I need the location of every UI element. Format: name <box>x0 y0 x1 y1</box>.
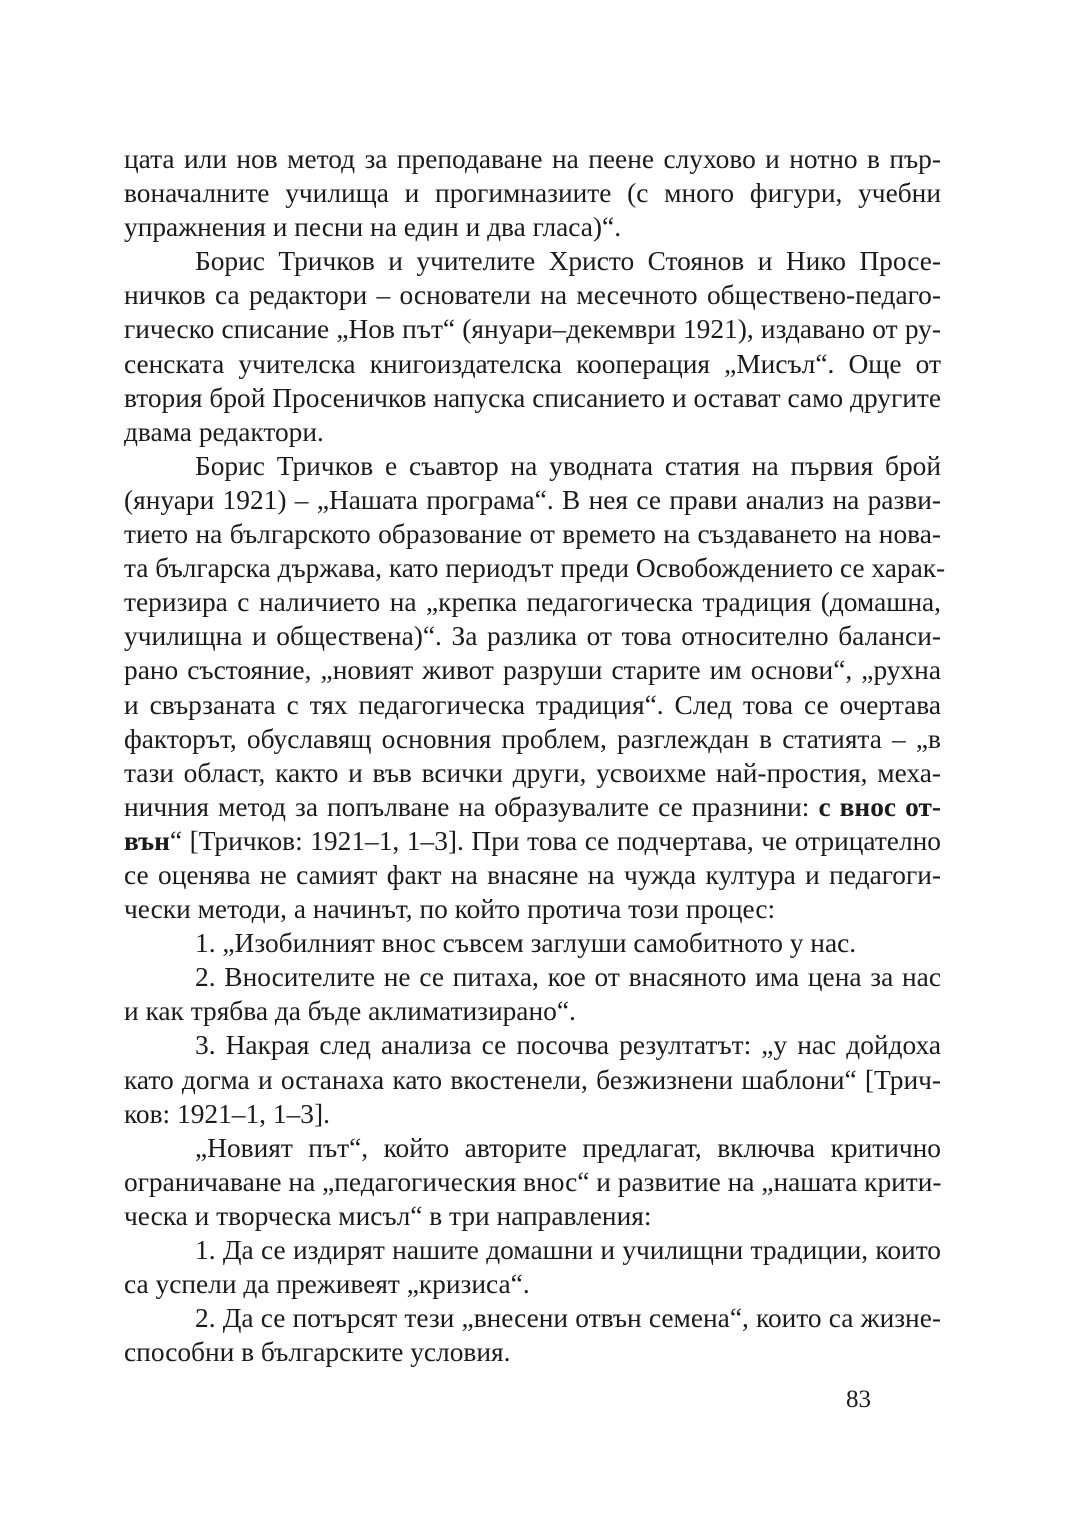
text-line: Борис Тричков и учителите Христо Стоянов и Нико Просе- <box>195 246 941 277</box>
text-line: училищна и обществена)“. За разлика от това относително баланси- <box>124 621 941 652</box>
text-line: сенската учителска книгоиздателска кооперация „Мисъл“. Още от <box>124 348 941 379</box>
text-line: та българска държава, като периодът преди Освобождението се харак- <box>124 553 946 584</box>
bold-run: с внос от- <box>818 791 941 822</box>
text-run: “ [Тричков: 1921–1, 1–3]. При това се подчертава, че отрицателно <box>169 825 941 856</box>
page-number: 83 <box>846 1386 871 1413</box>
text-line: цата или нов метод за преподаване на пеене слухово и нотно в пър- <box>124 144 941 174</box>
bold-run: вън <box>124 825 170 856</box>
text-line: втория брой Просеничков напуска списанието и остават само другите <box>124 382 941 413</box>
text-line: тази област, както и във всички други, усвоихме най-простия, меха- <box>124 757 941 788</box>
text-line: гическо списание „Нов път“ (януари–декември 1921), издавано от ру- <box>124 314 941 345</box>
text-line: 2. Вносителите не се питаха, кое от внасяното има цена за нас <box>195 962 941 993</box>
text-line: ограничаване на „педагогическия внос“ и развитие на „нашата крити- <box>124 1166 942 1197</box>
text-line: като догма и останаха като вкостенели, безжизнени шаблони“ [Трич- <box>124 1064 941 1095</box>
text-line-mixed-bold-1 <box>124 790 941 824</box>
text-line: и как трябва да бъде аклиматизирано“. <box>124 996 576 1027</box>
text-line: 2. Да се потърсят тези „внесени отвън семена“, които са жизне- <box>195 1303 941 1334</box>
text-line: способни в българските условия. <box>124 1337 511 1368</box>
text-run: ничния метод за попълване на образувалите се празнини: <box>124 791 819 822</box>
text-line: 3. Накрая след анализа се посочва резултатът: „у нас дойдоха <box>195 1030 941 1061</box>
text-line: двама редактори. <box>124 416 324 447</box>
paragraph-block-bottom <box>124 858 941 1369</box>
text-line: „Новият път“, който авторите предлагат, включва критично <box>195 1132 941 1163</box>
text-line: рано състояние, „новият живот разруши старите им основи“, „рухна <box>124 655 941 686</box>
text-line: ничков са редактори – основатели на месечното обществено-педаго- <box>124 280 941 311</box>
text-line: упражнения и песни на един и два гласа)“. <box>124 212 622 243</box>
text-line: се оценява не самият факт на внасяне на чужда култура и педагоги- <box>124 859 941 890</box>
text-line: 1. Да се издирят нашите домашни и училищни традиции, които <box>195 1235 941 1265</box>
text-line: и свързаната с тях педагогическа традиция“. След това се очертава <box>124 689 941 720</box>
text-line: чески методи, а начинът, по който протича този процес: <box>124 894 776 925</box>
text-line: Борис Тричков е съавтор на уводната статия на първия брой <box>195 450 941 481</box>
paragraph-block-top <box>124 142 946 790</box>
text-line: тието на българското образование от времето на създаването на нова- <box>124 519 941 550</box>
text-line: 1. „Изобилният внос съвсем заглуши самобитното у нас. <box>195 928 857 959</box>
text-line: ческа и творческа мисъл“ в три направления: <box>124 1200 652 1231</box>
text-line: теризира с наличието на „крепка педагогическа традиция (домашна, <box>124 587 941 618</box>
text-line: ков: 1921–1, 1–3]. <box>124 1098 330 1129</box>
text-line: са успели да преживеят „кризиса“. <box>124 1269 530 1300</box>
text-line-mixed-bold-2 <box>124 824 941 858</box>
page-body <box>124 142 946 1369</box>
text-line: (януари 1921) – „Нашата програма“. В нея се прави анализ на разви- <box>124 484 941 515</box>
text-line: воначалните училища и прогимназиите (с много фигури, учебни <box>124 178 941 209</box>
text-line: факторът, обуславящ основния проблем, разглеждан в статията – „в <box>124 723 941 754</box>
